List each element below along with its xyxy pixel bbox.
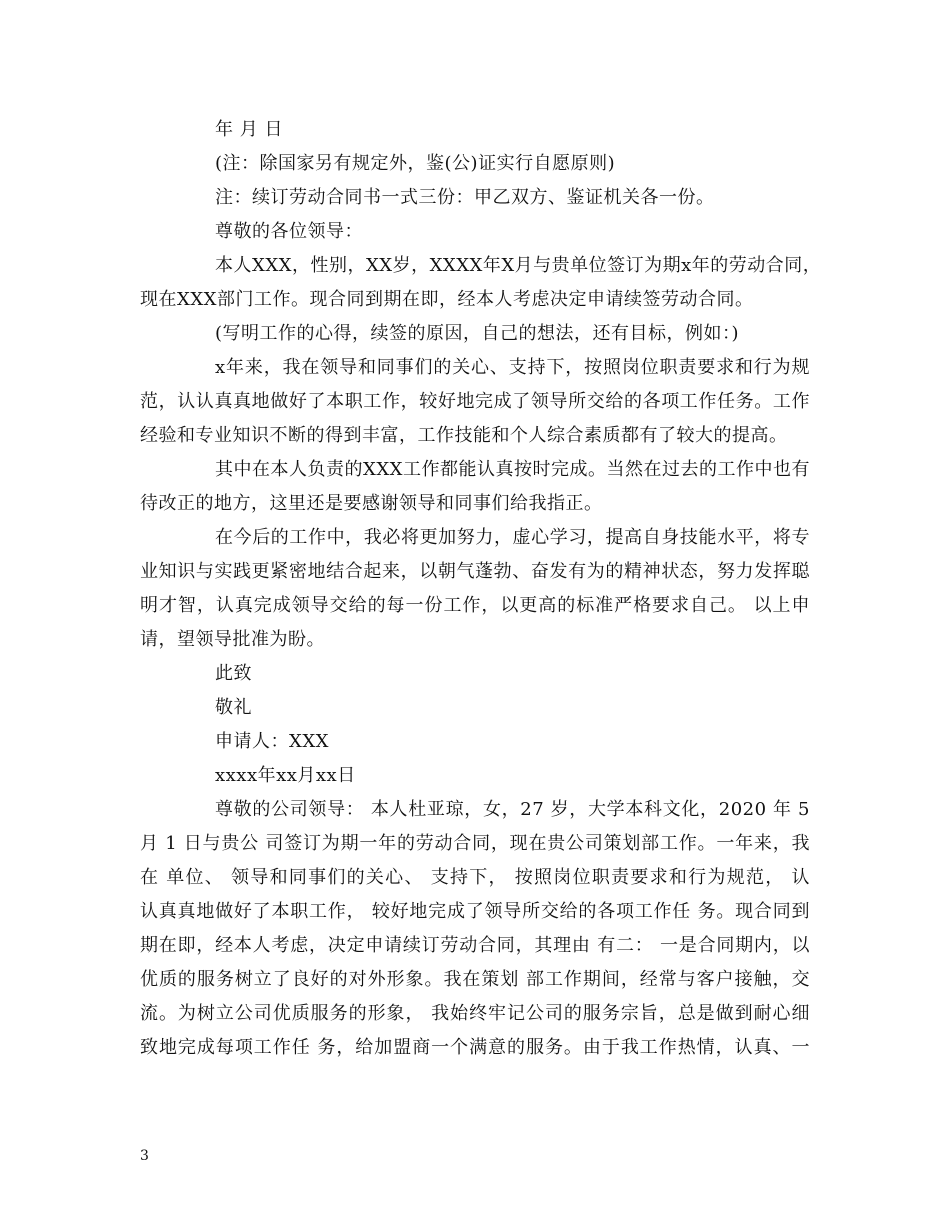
paragraph-line: 期在即，经本人考虑，决定申请续订劳动合同，其理由 有二： 一是合同期内，以: [140, 935, 810, 956]
paragraph-line: 月 1 日与贵公 司签订为期一年的劳动合同，现在贵公司策划部工作。一年来，我: [140, 833, 810, 854]
date-line: xxxx年xx月xx日: [215, 765, 356, 786]
paragraph-line: 明才智，认真完成领导交给的每一份工作，以更高的标准严格要求自己。 以上申: [140, 595, 810, 616]
paragraph-line: 其中在本人负责的XXX工作都能认真按时完成。当然在过去的工作中也有: [215, 459, 810, 480]
note-line: 注：续订劳动合同书一式三份：甲乙双方、鉴证机关各一份。: [215, 187, 715, 208]
page-number: 3: [140, 1148, 149, 1164]
paragraph-line: x年来，我在领导和同事们的关心、支持下，按照岗位职责要求和行为规: [215, 357, 810, 378]
paragraph-line: 待改正的地方，这里还是要感谢领导和同事们给我指正。: [140, 493, 603, 514]
paragraph-line: 认真真地做好了本职工作， 较好地完成了领导所交给的各项工作任 务。现合同到: [140, 901, 810, 922]
paragraph-line: 流。为树立公司优质服务的形象， 我始终牢记公司的服务宗旨，总是做到耐心细: [140, 1003, 810, 1024]
closing-line: 此致: [215, 663, 252, 684]
paragraph-line: 经验和专业知识不断的得到丰富，工作技能和个人综合素质都有了较大的提高。: [140, 425, 788, 446]
paragraph-line: (写明工作的心得，续签的原因，自己的想法，还有目标，例如：): [215, 323, 740, 344]
note-line: (注：除国家另有规定外，鉴(公)证实行自愿原则): [215, 153, 616, 174]
closing-line: 敬礼: [215, 697, 252, 718]
paragraph-line: 优质的服务树立了良好的对外形象。我在策划 部工作期间，经常与客户接触，交: [140, 969, 810, 990]
paragraph-line: 范，认认真真地做好了本职工作，较好地完成了领导所交给的各项工作任务。工作: [140, 391, 810, 412]
paragraph-line: 请，望领导批准为盼。: [140, 629, 325, 650]
paragraph-line: 在今后的工作中，我必将更加努力，虚心学习，提高自身技能水平，将专: [215, 527, 810, 548]
paragraph-line: 在 单位、 领导和同事们的关心、 支持下， 按照岗位职责要求和行为规范， 认: [140, 867, 810, 888]
paragraph-line: 业知识与实践更紧密地结合起来，以朝气蓬勃、奋发有为的精神状态，努力发挥聪: [140, 561, 810, 582]
paragraph-line: 致地完成每项工作任 务，给加盟商一个满意的服务。由于我工作热情，认真、一: [140, 1037, 810, 1058]
applicant-line: 申请人：XXX: [215, 731, 329, 752]
paragraph-line: 本人XXX，性别，XX岁，XXXX年X月与贵单位签订为期x年的劳动合同，: [215, 255, 822, 276]
paragraph-line: 现在XXX部门工作。现合同到期在即，经本人考虑决定申请续签劳动合同。: [140, 289, 754, 310]
salutation: 尊敬的各位领导：: [215, 221, 363, 242]
paragraph-line: 尊敬的公司领导： 本人杜亚琼，女，27 岁，大学本科文化，2020 年 5: [215, 799, 810, 820]
date-placeholder: 年 月 日: [215, 119, 283, 140]
